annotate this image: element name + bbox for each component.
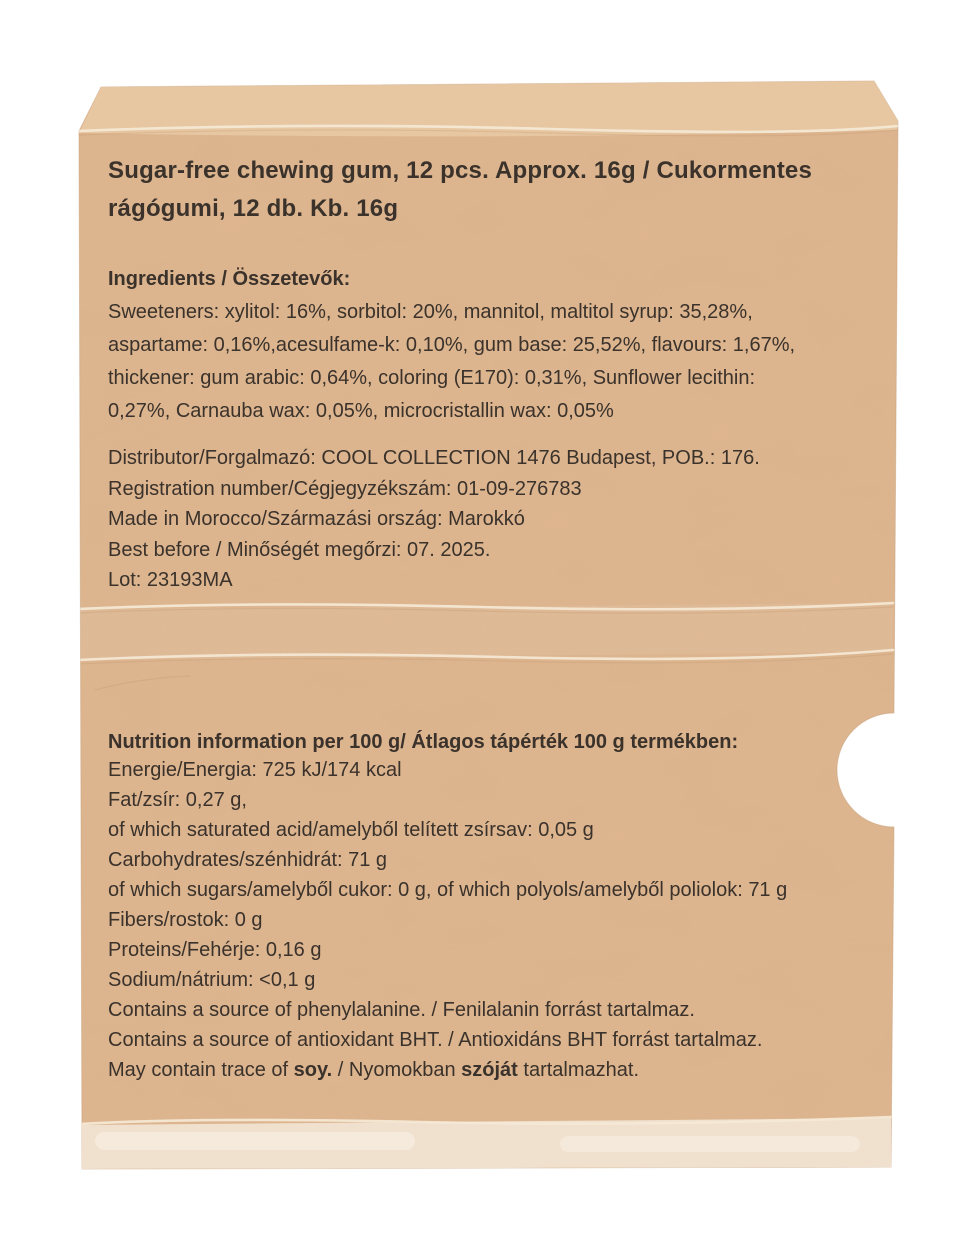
- lot-number-line: Lot: 23193MA: [108, 569, 233, 591]
- ingredients-line: Sweeteners: xylitol: 16%, sorbitol: 20%, mannitol, maltitol syrup: 35,28%,: [108, 301, 753, 323]
- nutrition-heading: Nutrition information per 100 g/ Átlagos tápérték 100 g termékben:: [108, 731, 739, 753]
- text-segment-bold: szóját: [461, 1059, 518, 1081]
- phenylalanine-notice-line: Contains a source of phenylalanine. / Fenilalanin forrást tartalmaz.: [108, 999, 695, 1021]
- best-before-line: Best before / Minőségét megőrzi: 07. 2025.: [108, 538, 491, 561]
- product-title: [108, 152, 812, 228]
- text-segment: May contain trace of: [108, 1059, 294, 1081]
- nutrition-fat-line: Fat/zsír: 0,27 g,: [108, 789, 247, 811]
- nutrition-fibers-line: Fibers/rostok: 0 g: [108, 909, 263, 931]
- nutrition-list: [108, 755, 787, 1085]
- nutrition-sodium-line: Sodium/nátrium: <0,1 g: [108, 969, 316, 991]
- ingredients-list: [108, 296, 795, 428]
- ingredients-line: 0,27%, Carnauba wax: 0,05%, microcristallin wax: 0,05%: [108, 400, 614, 422]
- distributor-line: Distributor/Forgalmazó: COOL COLLECTION 1476 Budapest, POB.: 176.: [108, 447, 760, 469]
- nutrition-sugars-polyols-line: of which sugars/amelyből cukor: 0 g, of which polyols/amelyből poliolok: 71 g: [108, 879, 788, 901]
- distribution-info: [108, 443, 760, 596]
- product-title-line: Sugar-free chewing gum, 12 pcs. Approx. 16g / Cukormentes: [108, 157, 813, 184]
- antioxidant-notice-line: Contains a source of antioxidant BHT. / Antioxidáns BHT forrást tartalmaz.: [108, 1029, 763, 1051]
- registration-number-line: Registration number/Cégjegyzékszám: 01-09-276783: [108, 477, 582, 500]
- text-segment-bold: soy.: [293, 1059, 333, 1081]
- ingredients-line: thickener: gum arabic: 0,64%, coloring (E170): 0,31%, Sunflower lecithin:: [108, 367, 756, 389]
- product-title-line: rágógumi, 12 db. Kb. 16g: [108, 195, 399, 222]
- nutrition-saturated-line: of which saturated acid/amelyből telített zsírsav: 0,05 g: [108, 819, 594, 841]
- ingredients-heading: Ingredients / Összetevők:: [108, 268, 351, 290]
- country-of-origin-line: Made in Morocco/Származási ország: Marokkó: [108, 508, 525, 530]
- ingredients-line: aspartame: 0,16%,acesulfame-k: 0,10%, gum base: 25,52%, flavours: 1,67%,: [108, 334, 796, 356]
- text-segment: / Nyomokban: [332, 1059, 462, 1081]
- nutrition-proteins-line: Proteins/Fehérje: 0,16 g: [108, 939, 322, 961]
- nutrition-carbohydrate-line: Carbohydrates/szénhidrát: 71 g: [108, 849, 388, 871]
- nutrition-energy-line: Energie/Energia: 725 kJ/174 kcal: [108, 759, 402, 781]
- allergen-trace-line: [108, 1055, 787, 1085]
- text-segment: tartalmazhat.: [517, 1059, 640, 1081]
